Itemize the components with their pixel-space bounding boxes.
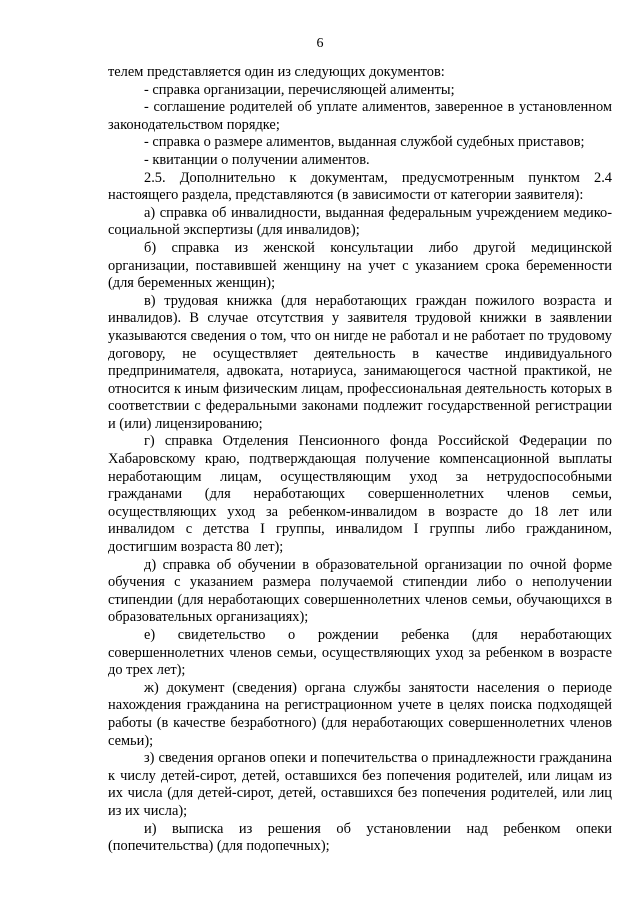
clause-item-b: б) справка из женской консультации либо другой медицинской организации, поставившей женщину на учет с указанием срока беременности (для беременных женщин);	[108, 239, 612, 292]
clause-item-z: з) сведения органов опеки и попечительства о принадлежности гражданина к числу детей-сирот, детей, оставшихся без попечения родителей, или лицам из их числа (для детей-сирот, детей, оставшихся без попечения родителей, или лиц из их числа);	[108, 750, 612, 819]
document-body	[108, 64, 612, 856]
list-item-alimony-receipts: - квитанции о получении алиментов.	[144, 151, 370, 168]
clause-item-g: г) справка Отделения Пенсионного фонда Российской Федерации по Хабаровскому краю, подтверждающая получение компенсационной выплаты неработающим лицам, осуществляющим уход за нетрудоспособными гражданами (для неработающих совершеннолетних членов семьи, осуществляющих уход за ребенком-инвалидом в возрасте до 18 лет или инвалидом с детства I группы, инвалидом I группы либо гражданином, достигшим возраста 80 лет);	[108, 433, 612, 556]
clause-2-5: 2.5. Дополнительно к документам, предусмотренным пунктом 2.4 настоящего раздела, представляются (в зависимости от категории заявителя):	[108, 169, 612, 204]
list-item-alimony-agreement: - соглашение родителей об уплате алиментов, заверенное в установленном законодательством порядке;	[108, 99, 612, 133]
page-number: 6	[316, 36, 324, 51]
clause-item-i: и) выписка из решения об установлении над ребенком опеки (попечительства) (для подопечных);	[108, 820, 612, 855]
clause-item-a: а) справка об инвалидности, выданная федеральным учреждением медико-социальной экспертизы (для инвалидов);	[108, 204, 612, 239]
list-item-bailiff-certificate: - справка о размере алиментов, выданная службой судебных приставов;	[144, 134, 585, 151]
clause-item-e: е) свидетельство о рождении ребенка (для неработающих совершеннолетних членов семьи, осуществляющих уход за ребенком в возрасте до трех лет);	[108, 627, 612, 679]
clause-item-v: в) трудовая книжка (для неработающих граждан пожилого возраста и инвалидов). В случае отсутствия у заявителя трудовой книжки в заявлении указываются сведения о том, что он нигде не работал и не работает по трудовому договору, не осуществляет деятельность в качестве индивидуального предпринимателя, адвоката, нотариуса, занимающегося частной практикой, не относится к иным физическим лицам, профессиональная деятельность которых в соответствии с федеральными законами подлежит государственной регистрации и (или) лицензированию;	[108, 292, 612, 432]
clause-item-d: д) справка об обучении в образовательной организации по очной форме обучения с указанием размера получаемой стипендии либо о неполучении стипендии (для неработающих совершеннолетних членов семьи, обучающихся в образовательных организациях);	[108, 556, 612, 626]
clause-item-zh: ж) документ (сведения) органа службы занятости населения о периоде нахождения гражданина на регистрационном учете в целях поиска подходящей работы (в качестве безработного) (для неработающих совершеннолетних членов семьи);	[108, 679, 612, 749]
paragraph-continuation: телем представляется один из следующих документов:	[108, 64, 445, 80]
list-item-alimony-org-certificate: - справка организации, перечисляющей алименты;	[144, 81, 455, 98]
